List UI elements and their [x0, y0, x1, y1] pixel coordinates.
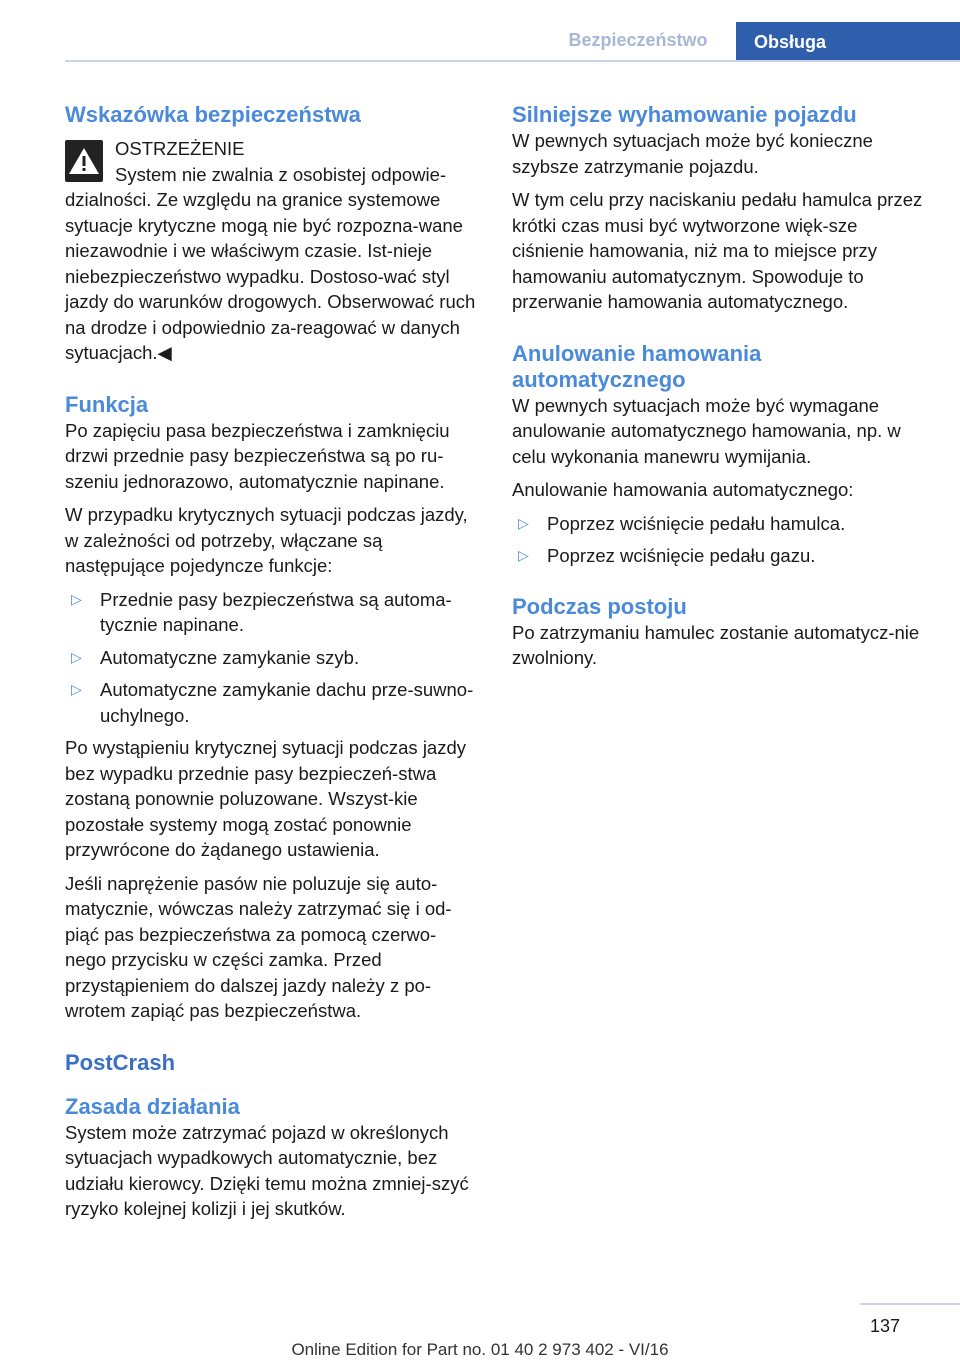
warning-label: OSTRZEŻENIE: [115, 138, 245, 159]
page-number: 137: [869, 1316, 900, 1336]
header-section-label: Bezpieczeństwo: [568, 30, 708, 50]
list-item: ▷ Poprzez wciśnięcie pedału gazu.: [512, 543, 930, 569]
heading-zasada: Zasada działania: [65, 1093, 240, 1119]
triangle-right-icon: ▷: [71, 681, 82, 697]
heading-anulowanie: Anulowanie hamowania automatycznego: [512, 340, 762, 392]
triangle-right-icon: ▷: [71, 590, 82, 607]
heading-silniejsze: Silniejsze wyhamowanie pojazdu: [512, 102, 857, 127]
header-divider: [65, 60, 960, 62]
paragraph-funkcja-2: W przypadku krytycznych sytuacji podczas jazdy, w zależności od potrzeby, włączane są następujące pojedyncze funkcje:: [65, 504, 468, 576]
warning-triangle-icon: [65, 140, 103, 182]
paragraph-silniejsze-1: W pewnych sytuacjach może być konieczne szybsze zatrzymanie pojazdu.: [512, 130, 873, 177]
list-item: ▷ Automatyczne zamykanie szyb.: [65, 645, 477, 671]
left-column: [65, 102, 477, 1222]
paragraph-funkcja-3: Po wystąpieniu krytycznej sytuacji podczas jazdy bez wypadku przednie pasy bezpieczeń-stwa zostaną ponownie poluzowane. Wszyst-kie pozostałe systemy mogą zostać ponownie przywrócone do żądanego ustawienia.: [65, 737, 467, 860]
paragraph-anulowanie-2: Anulowanie hamowania automatycznego:: [512, 479, 854, 500]
list-item: ▷ Automatyczne zamykanie dachu prze-suwno-uchylnego.: [71, 679, 474, 726]
edition-note: Online Edition for Part no. 01 40 2 973 402 - VI/16: [291, 1340, 669, 1359]
warning-text-first: System nie zwalnia z osobistej odpowie-: [115, 163, 447, 185]
triangle-right-icon: ▷: [71, 648, 82, 665]
paragraph-funkcja-1: Po zapięciu pasa bezpieczeństwa i zamknięciu drzwi przednie pasy bezpieczeństwa są po ru-szeniu jednorazowo, automatycznie napinane.: [65, 419, 450, 492]
heading-safety-note: Wskazówka bezpieczeństwa: [65, 102, 361, 127]
paragraph-funkcja-4: Jeśli naprężenie pasów nie poluzuje się auto-matycznie, wówczas należy zatrzymać się i od-piąć pas bezpieczeństwa za pomocą czerwo-nego przycisku w części zamka. Przed przystąpieniem do dalszej jazdy należy z po-wrotem zapiąć pas bezpieczeństwa.: [65, 872, 452, 1021]
right-column: [512, 102, 930, 671]
header-tab-label: Obsługa: [754, 31, 827, 52]
paragraph-postoj: Po zatrzymaniu hamulec zostanie automatycz-nie zwolniony.: [512, 621, 920, 668]
warning-text-rest: dzialności. Ze względu na granice systemowe sytuacje krytyczne mogą nie być rozpozna-wane niezawodnie i we właściwym czasie. Ist-nieje niebezpieczeństwo wypadku. Dostoso-wać styl jazdy do warunków drogowych. Obserwować ruch na drodze i odpowiednio za-reagować w danych sytuacjach.◀: [65, 189, 476, 363]
triangle-right-icon: ▷: [518, 547, 529, 563]
warning-box: [65, 136, 477, 187]
paragraph-silniejsze-2: W tym celu przy naciskaniu pedału hamulca przez krótki czas musi być wytworzone więk-sze ciśnienie hamowania, niż ma to miejsce przy hamowaniu automatycznym. Spowoduje to przerwanie hamowania automatycznego.: [512, 189, 923, 312]
paragraph-anulowanie-1: W pewnych sytuacjach może być wymagane anulowanie automatycznego hamowania, np. w celu wykonania manewru wymijania.: [512, 394, 901, 467]
function-list: [65, 587, 477, 729]
list-item: ▷ Przednie pasy bezpieczeństwa są automa-tycznie napinane.: [71, 588, 452, 635]
heading-postoj: Podczas postoju: [512, 593, 687, 619]
list-item: ▷ Poprzez wciśnięcie pedału hamulca.: [512, 511, 930, 537]
heading-funkcja: Funkcja: [65, 391, 149, 417]
triangle-right-icon: ▷: [518, 514, 529, 531]
footer-divider: [860, 1303, 960, 1305]
header-tab-obsluga[interactable]: [736, 22, 960, 62]
paragraph-zasada: System może zatrzymać pojazd w określonych sytuacjach wypadkowych automatycznie, bez udziału kierowcy. Dzięki temu można zmniej-szyć ryzyko kolejnej kolizji i jej skutków.: [65, 1121, 469, 1219]
cancel-list: [512, 511, 930, 569]
heading-postcrash: PostCrash: [65, 1049, 176, 1075]
